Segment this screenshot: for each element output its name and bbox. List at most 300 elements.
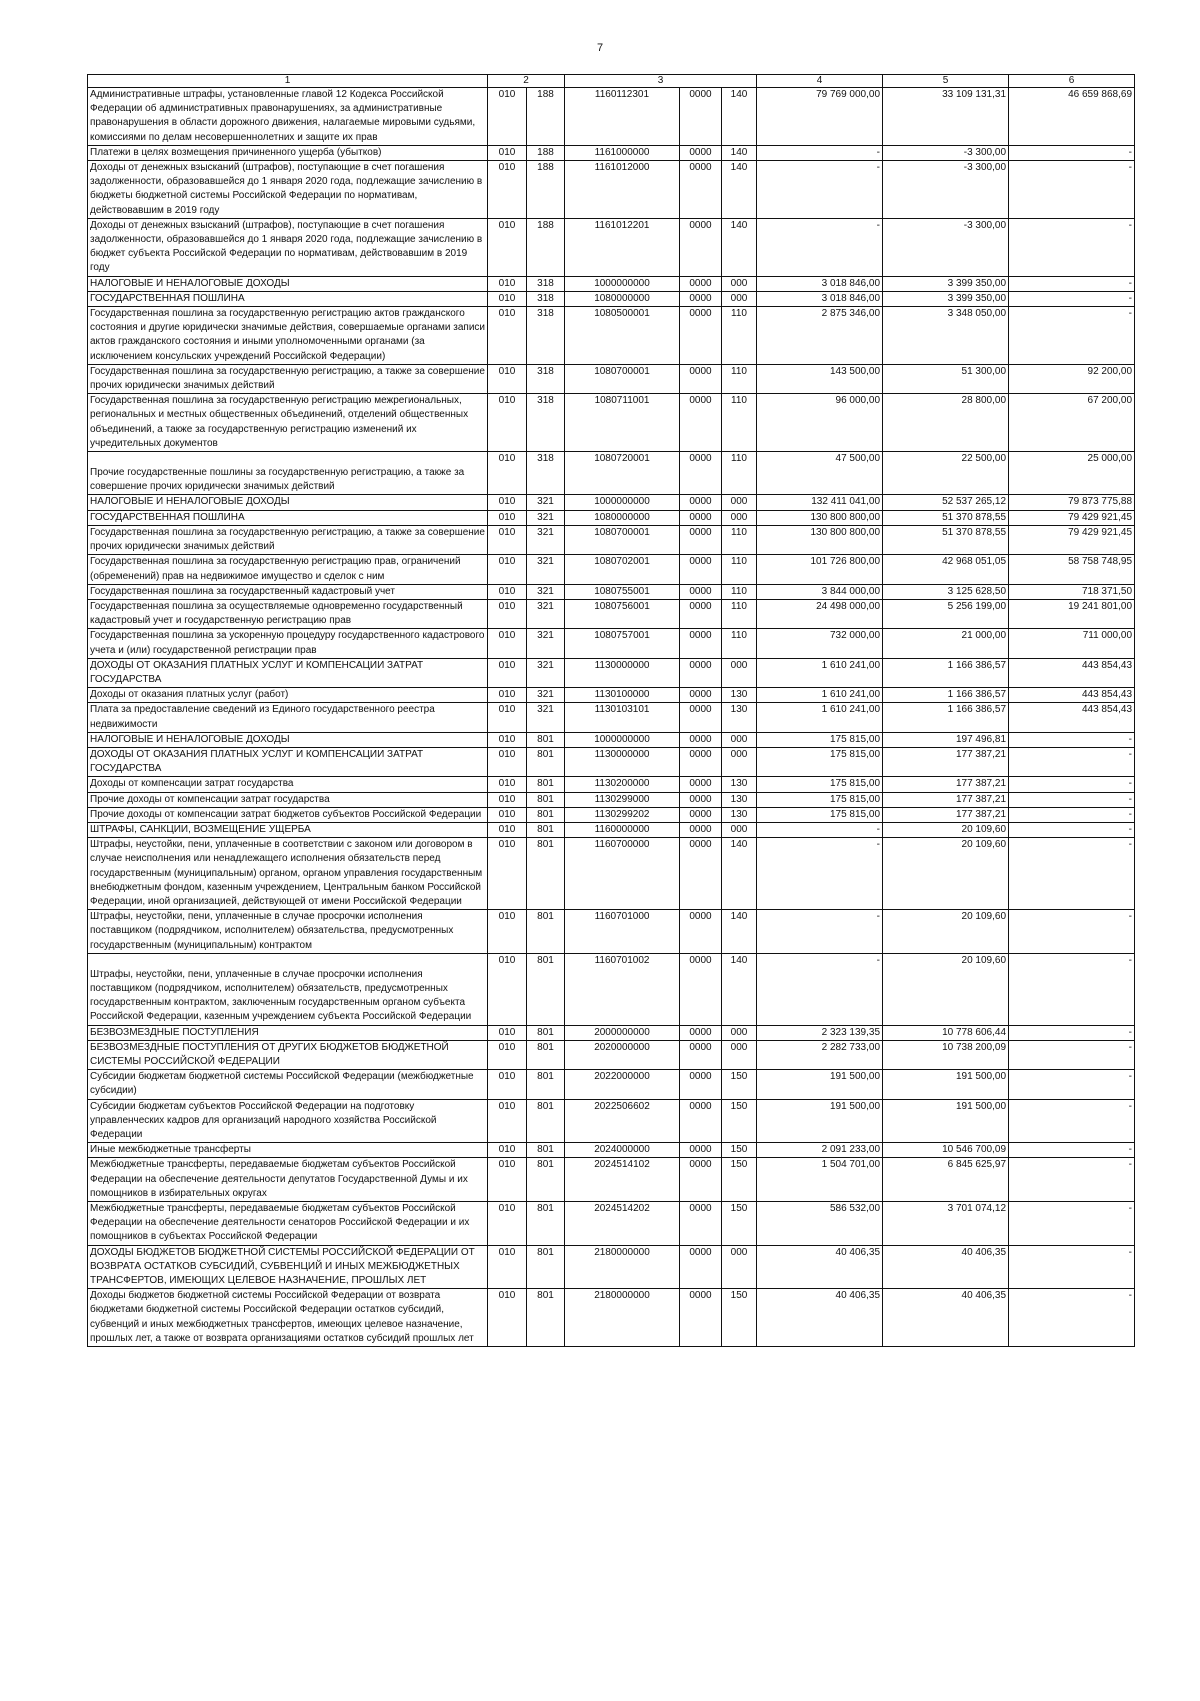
program-code-cell: 0000 <box>680 792 722 807</box>
program-code-cell: 0000 <box>680 703 722 732</box>
remaining-amount-cell: - <box>1009 1099 1135 1143</box>
remaining-amount-cell: - <box>1009 953 1135 1025</box>
executed-amount-cell: 191 500,00 <box>883 1099 1009 1143</box>
chapter-code-cell: 321 <box>527 555 565 584</box>
executed-amount-cell: 10 738 200,09 <box>883 1040 1009 1069</box>
admin-code-cell: 010 <box>488 658 527 687</box>
chapter-code-cell: 318 <box>527 394 565 452</box>
program-code-cell: 0000 <box>680 807 722 822</box>
chapter-code-cell: 321 <box>527 495 565 510</box>
admin-code-cell: 010 <box>488 599 527 628</box>
remaining-amount-cell: 67 200,00 <box>1009 394 1135 452</box>
revenue-code-cell: 1160700000 <box>565 838 680 910</box>
chapter-code-cell: 321 <box>527 510 565 525</box>
row-name-cell: Доходы от денежных взысканий (штрафов), поступающие в счет погашения задолженности, образовавшейся до 1 января 2020 года, подлежащие зачислению в бюджет субъекта Российской Федерации по нормативам, действовавшим в 2019 году <box>88 218 488 276</box>
admin-code-cell: 010 <box>488 1289 527 1347</box>
table-row <box>88 161 1135 219</box>
kosgu-code-cell: 000 <box>722 732 757 747</box>
kosgu-code-cell: 150 <box>722 1202 757 1246</box>
row-name-cell: Государственная пошлина за осуществляемые одновременно государственный кадастровый учет и государственную регистрацию прав <box>88 599 488 628</box>
planned-amount-cell: 3 018 846,00 <box>757 291 883 306</box>
column-header-row <box>88 75 1135 88</box>
program-code-cell: 0000 <box>680 747 722 776</box>
program-code-cell: 0000 <box>680 1025 722 1040</box>
table-row <box>88 1202 1135 1246</box>
executed-amount-cell: 5 256 199,00 <box>883 599 1009 628</box>
row-name-cell: Государственная пошлина за государственный кадастровый учет <box>88 584 488 599</box>
row-name-cell: ДОХОДЫ ОТ ОКАЗАНИЯ ПЛАТНЫХ УСЛУГ И КОМПЕНСАЦИИ ЗАТРАТ ГОСУДАРСТВА <box>88 658 488 687</box>
kosgu-code-cell: 130 <box>722 688 757 703</box>
row-name-cell: Административные штрафы, установленные главой 12 Кодекса Российской Федерации об административных правонарушениях, за административные правонарушения в области дорожного движения, налагаемые мировыми судьями, комиссиями по делам несовершеннолетних и защите их прав <box>88 88 488 146</box>
planned-amount-cell: 191 500,00 <box>757 1070 883 1099</box>
row-name-cell: Штрафы, неустойки, пени, уплаченные в соответствии с законом или договором в случае неисполнения или ненадлежащего исполнения обязательств перед государственным (муниципальным) органом, органом управления государственным внебюджетным фондом, казенным учреждением, Центральным банком Российской Федерации, иной организацией, действующей от имени Российской Федерации <box>88 838 488 910</box>
revenue-code-cell: 1161000000 <box>565 145 680 160</box>
program-code-cell: 0000 <box>680 910 722 954</box>
admin-code-cell: 010 <box>488 510 527 525</box>
kosgu-code-cell: 110 <box>722 394 757 452</box>
table-row <box>88 525 1135 554</box>
chapter-code-cell: 321 <box>527 658 565 687</box>
revenue-code-cell: 1080500001 <box>565 307 680 365</box>
remaining-amount-cell: - <box>1009 807 1135 822</box>
remaining-amount-cell: - <box>1009 161 1135 219</box>
program-code-cell: 0000 <box>680 452 722 495</box>
planned-amount-cell: 130 800 800,00 <box>757 510 883 525</box>
executed-amount-cell: 51 300,00 <box>883 364 1009 393</box>
revenue-table <box>87 74 1135 1347</box>
chapter-code-cell: 801 <box>527 822 565 837</box>
planned-amount-cell: 2 091 233,00 <box>757 1143 883 1158</box>
table-row <box>88 394 1135 452</box>
remaining-amount-cell: - <box>1009 276 1135 291</box>
chapter-code-cell: 318 <box>527 291 565 306</box>
planned-amount-cell: 130 800 800,00 <box>757 525 883 554</box>
kosgu-code-cell: 000 <box>722 495 757 510</box>
executed-amount-cell: 40 406,35 <box>883 1245 1009 1289</box>
kosgu-code-cell: 000 <box>722 510 757 525</box>
planned-amount-cell: 1 610 241,00 <box>757 658 883 687</box>
table-row <box>88 555 1135 584</box>
program-code-cell: 0000 <box>680 1245 722 1289</box>
executed-amount-cell: 20 109,60 <box>883 838 1009 910</box>
revenue-code-cell: 1130000000 <box>565 658 680 687</box>
kosgu-code-cell: 140 <box>722 161 757 219</box>
column-header-2: 2 <box>488 75 565 88</box>
revenue-code-cell: 1130103101 <box>565 703 680 732</box>
chapter-code-cell: 321 <box>527 584 565 599</box>
row-name-cell: Платежи в целях возмещения причиненного ущерба (убытков) <box>88 145 488 160</box>
admin-code-cell: 010 <box>488 1245 527 1289</box>
row-name-cell: Государственная пошлина за государственную регистрацию, а также за совершение прочих юридически значимых действий <box>88 364 488 393</box>
column-header-5: 5 <box>883 75 1009 88</box>
admin-code-cell: 010 <box>488 1143 527 1158</box>
remaining-amount-cell: - <box>1009 145 1135 160</box>
executed-amount-cell: 6 845 625,97 <box>883 1158 1009 1202</box>
table-row <box>88 1245 1135 1289</box>
executed-amount-cell: 177 387,21 <box>883 807 1009 822</box>
program-code-cell: 0000 <box>680 1099 722 1143</box>
table-row <box>88 703 1135 732</box>
table-row <box>88 364 1135 393</box>
kosgu-code-cell: 140 <box>722 910 757 954</box>
kosgu-code-cell: 140 <box>722 88 757 146</box>
program-code-cell: 0000 <box>680 1070 722 1099</box>
remaining-amount-cell: - <box>1009 291 1135 306</box>
program-code-cell: 0000 <box>680 1289 722 1347</box>
executed-amount-cell: 1 166 386,57 <box>883 688 1009 703</box>
row-name-cell: Доходы от оказания платных услуг (работ) <box>88 688 488 703</box>
kosgu-code-cell: 000 <box>722 1245 757 1289</box>
kosgu-code-cell: 110 <box>722 452 757 495</box>
revenue-code-cell: 1080700001 <box>565 364 680 393</box>
column-header-6: 6 <box>1009 75 1135 88</box>
executed-amount-cell: 177 387,21 <box>883 792 1009 807</box>
table-row <box>88 291 1135 306</box>
chapter-code-cell: 801 <box>527 1070 565 1099</box>
row-name-cell: Доходы бюджетов бюджетной системы Российской Федерации от возврата бюджетами бюджетной системы Российской Федерации остатков субсидий, субвенций и иных межбюджетных трансфертов, имеющих целевое назначение, прошлых лет, а также от возврата организациями остатков субсидий прошлых лет <box>88 1289 488 1347</box>
planned-amount-cell: 732 000,00 <box>757 629 883 658</box>
table-row <box>88 218 1135 276</box>
remaining-amount-cell: - <box>1009 792 1135 807</box>
page-number: 7 <box>596 42 604 54</box>
remaining-amount-cell: - <box>1009 1040 1135 1069</box>
chapter-code-cell: 318 <box>527 307 565 365</box>
executed-amount-cell: 21 000,00 <box>883 629 1009 658</box>
executed-amount-cell: 177 387,21 <box>883 747 1009 776</box>
remaining-amount-cell: - <box>1009 732 1135 747</box>
revenue-code-cell: 1080756001 <box>565 599 680 628</box>
program-code-cell: 0000 <box>680 658 722 687</box>
planned-amount-cell: 24 498 000,00 <box>757 599 883 628</box>
row-name-cell: Прочие доходы от компенсации затрат государства <box>88 792 488 807</box>
row-name-cell: Государственная пошлина за государственную регистрацию актов гражданского состояния и другие юридически значимые действия, совершаемые органами записи актов гражданского состояния и иными уполномоченными органами (за исключением консульских учреждений Российской Федерации) <box>88 307 488 365</box>
executed-amount-cell: 51 370 878,55 <box>883 510 1009 525</box>
remaining-amount-cell: 58 758 748,95 <box>1009 555 1135 584</box>
row-name-cell: БЕЗВОЗМЕЗДНЫЕ ПОСТУПЛЕНИЯ <box>88 1025 488 1040</box>
revenue-code-cell: 1000000000 <box>565 495 680 510</box>
row-name-cell: БЕЗВОЗМЕЗДНЫЕ ПОСТУПЛЕНИЯ ОТ ДРУГИХ БЮДЖЕТОВ БЮДЖЕТНОЙ СИСТЕМЫ РОССИЙСКОЙ ФЕДЕРАЦИИ <box>88 1040 488 1069</box>
planned-amount-cell: 2 875 346,00 <box>757 307 883 365</box>
executed-amount-cell: 33 109 131,31 <box>883 88 1009 146</box>
table-row <box>88 792 1135 807</box>
planned-amount-cell: 1 610 241,00 <box>757 688 883 703</box>
admin-code-cell: 010 <box>488 525 527 554</box>
chapter-code-cell: 318 <box>527 452 565 495</box>
admin-code-cell: 010 <box>488 777 527 792</box>
remaining-amount-cell: - <box>1009 218 1135 276</box>
planned-amount-cell: 79 769 000,00 <box>757 88 883 146</box>
revenue-code-cell: 1000000000 <box>565 276 680 291</box>
kosgu-code-cell: 000 <box>722 658 757 687</box>
revenue-code-cell: 1161012000 <box>565 161 680 219</box>
remaining-amount-cell: 443 854,43 <box>1009 688 1135 703</box>
remaining-amount-cell: - <box>1009 910 1135 954</box>
chapter-code-cell: 801 <box>527 1143 565 1158</box>
executed-amount-cell: 22 500,00 <box>883 452 1009 495</box>
chapter-code-cell: 318 <box>527 276 565 291</box>
row-name-cell: Доходы от денежных взысканий (штрафов), поступающие в счет погашения задолженности, образовавшейся до 1 января 2020 года, подлежащие зачислению в бюджеты бюджетной системы Российской Федерации по нормативам, действовавшим в 2019 году <box>88 161 488 219</box>
revenue-code-cell: 1130299000 <box>565 792 680 807</box>
chapter-code-cell: 321 <box>527 688 565 703</box>
admin-code-cell: 010 <box>488 394 527 452</box>
program-code-cell: 0000 <box>680 145 722 160</box>
chapter-code-cell: 801 <box>527 1099 565 1143</box>
table-row <box>88 807 1135 822</box>
remaining-amount-cell: 718 371,50 <box>1009 584 1135 599</box>
admin-code-cell: 010 <box>488 584 527 599</box>
admin-code-cell: 010 <box>488 838 527 910</box>
program-code-cell: 0000 <box>680 822 722 837</box>
chapter-code-cell: 188 <box>527 161 565 219</box>
planned-amount-cell: 191 500,00 <box>757 1099 883 1143</box>
executed-amount-cell: 1 166 386,57 <box>883 658 1009 687</box>
chapter-code-cell: 801 <box>527 732 565 747</box>
kosgu-code-cell: 140 <box>722 145 757 160</box>
row-name-cell: ГОСУДАРСТВЕННАЯ ПОШЛИНА <box>88 291 488 306</box>
row-name-cell: Межбюджетные трансферты, передаваемые бюджетам субъектов Российской Федерации на обеспечение деятельности депутатов Государственной Думы и их помощников в избирательных округах <box>88 1158 488 1202</box>
chapter-code-cell: 801 <box>527 838 565 910</box>
planned-amount-cell: 175 815,00 <box>757 777 883 792</box>
chapter-code-cell: 321 <box>527 629 565 658</box>
kosgu-code-cell: 000 <box>722 822 757 837</box>
table-row <box>88 732 1135 747</box>
executed-amount-cell: 10 778 606,44 <box>883 1025 1009 1040</box>
kosgu-code-cell: 140 <box>722 953 757 1025</box>
table-row <box>88 910 1135 954</box>
program-code-cell: 0000 <box>680 1143 722 1158</box>
kosgu-code-cell: 150 <box>722 1158 757 1202</box>
table-row <box>88 1289 1135 1347</box>
table-row <box>88 510 1135 525</box>
executed-amount-cell: 177 387,21 <box>883 777 1009 792</box>
row-name-cell: НАЛОГОВЫЕ И НЕНАЛОГОВЫЕ ДОХОДЫ <box>88 276 488 291</box>
chapter-code-cell: 801 <box>527 777 565 792</box>
planned-amount-cell: 2 282 733,00 <box>757 1040 883 1069</box>
kosgu-code-cell: 000 <box>722 747 757 776</box>
table-row <box>88 584 1135 599</box>
remaining-amount-cell: - <box>1009 1245 1135 1289</box>
chapter-code-cell: 801 <box>527 1289 565 1347</box>
kosgu-code-cell: 150 <box>722 1099 757 1143</box>
admin-code-cell: 010 <box>488 1158 527 1202</box>
table-body <box>88 88 1135 1347</box>
planned-amount-cell: 175 815,00 <box>757 792 883 807</box>
program-code-cell: 0000 <box>680 276 722 291</box>
remaining-amount-cell: - <box>1009 1289 1135 1347</box>
chapter-code-cell: 188 <box>527 88 565 146</box>
row-name-cell: НАЛОГОВЫЕ И НЕНАЛОГОВЫЕ ДОХОДЫ <box>88 495 488 510</box>
planned-amount-cell: 3 018 846,00 <box>757 276 883 291</box>
table-row <box>88 629 1135 658</box>
kosgu-code-cell: 110 <box>722 307 757 365</box>
kosgu-code-cell: 000 <box>722 291 757 306</box>
table-row <box>88 452 1135 495</box>
table-row <box>88 1143 1135 1158</box>
remaining-amount-cell: - <box>1009 1158 1135 1202</box>
executed-amount-cell: 52 537 265,12 <box>883 495 1009 510</box>
table-row <box>88 1025 1135 1040</box>
planned-amount-cell: 1 504 701,00 <box>757 1158 883 1202</box>
remaining-amount-cell: 711 000,00 <box>1009 629 1135 658</box>
column-header-4: 4 <box>757 75 883 88</box>
chapter-code-cell: 801 <box>527 910 565 954</box>
row-name-cell: Субсидии бюджетам бюджетной системы Российской Федерации (межбюджетные субсидии) <box>88 1070 488 1099</box>
column-header-3: 3 <box>565 75 757 88</box>
executed-amount-cell: 3 399 350,00 <box>883 291 1009 306</box>
admin-code-cell: 010 <box>488 629 527 658</box>
executed-amount-cell: 40 406,35 <box>883 1289 1009 1347</box>
kosgu-code-cell: 130 <box>722 792 757 807</box>
table-row <box>88 777 1135 792</box>
program-code-cell: 0000 <box>680 584 722 599</box>
admin-code-cell: 010 <box>488 161 527 219</box>
kosgu-code-cell: 000 <box>722 1040 757 1069</box>
kosgu-code-cell: 110 <box>722 525 757 554</box>
executed-amount-cell: 20 109,60 <box>883 822 1009 837</box>
kosgu-code-cell: 140 <box>722 838 757 910</box>
table-row <box>88 688 1135 703</box>
admin-code-cell: 010 <box>488 1025 527 1040</box>
planned-amount-cell: 96 000,00 <box>757 394 883 452</box>
admin-code-cell: 010 <box>488 688 527 703</box>
chapter-code-cell: 321 <box>527 703 565 732</box>
planned-amount-cell: 2 323 139,35 <box>757 1025 883 1040</box>
table-row <box>88 307 1135 365</box>
admin-code-cell: 010 <box>488 291 527 306</box>
remaining-amount-cell: 46 659 868,69 <box>1009 88 1135 146</box>
program-code-cell: 0000 <box>680 218 722 276</box>
planned-amount-cell: 40 406,35 <box>757 1245 883 1289</box>
admin-code-cell: 010 <box>488 703 527 732</box>
program-code-cell: 0000 <box>680 555 722 584</box>
table-row <box>88 953 1135 1025</box>
admin-code-cell: 010 <box>488 1202 527 1246</box>
revenue-code-cell: 2000000000 <box>565 1025 680 1040</box>
kosgu-code-cell: 000 <box>722 1025 757 1040</box>
remaining-amount-cell: 92 200,00 <box>1009 364 1135 393</box>
kosgu-code-cell: 150 <box>722 1070 757 1099</box>
executed-amount-cell: 42 968 051,05 <box>883 555 1009 584</box>
table-row <box>88 145 1135 160</box>
row-name-cell: Государственная пошлина за государственную регистрацию межрегиональных, региональных и местных общественных объединений, отделений общественных объединений, а также за государственную регистрацию изменений их учредительных документов <box>88 394 488 452</box>
table-row <box>88 599 1135 628</box>
row-name-cell: Штрафы, неустойки, пени, уплаченные в случае просрочки исполнения поставщиком (подрядчиком, исполнителем) обязательств, предусмотренных государственным контрактом, заключенным государственным органом субъекта Российской Федерации, казенным учреждением субъекта Российской Федерации <box>88 953 488 1025</box>
revenue-code-cell: 1160701000 <box>565 910 680 954</box>
row-name-cell: Доходы от компенсации затрат государства <box>88 777 488 792</box>
program-code-cell: 0000 <box>680 525 722 554</box>
program-code-cell: 0000 <box>680 1202 722 1246</box>
table-row <box>88 88 1135 146</box>
planned-amount-cell: 175 815,00 <box>757 747 883 776</box>
planned-amount-cell: 40 406,35 <box>757 1289 883 1347</box>
planned-amount-cell: - <box>757 218 883 276</box>
revenue-code-cell: 1080702001 <box>565 555 680 584</box>
revenue-code-cell: 1130000000 <box>565 747 680 776</box>
row-name-cell: Плата за предоставление сведений из Единого государственного реестра недвижимости <box>88 703 488 732</box>
kosgu-code-cell: 140 <box>722 218 757 276</box>
kosgu-code-cell: 130 <box>722 703 757 732</box>
row-name-cell: Иные межбюджетные трансферты <box>88 1143 488 1158</box>
program-code-cell: 0000 <box>680 510 722 525</box>
kosgu-code-cell: 130 <box>722 807 757 822</box>
kosgu-code-cell: 110 <box>722 584 757 599</box>
chapter-code-cell: 801 <box>527 792 565 807</box>
row-name-cell: НАЛОГОВЫЕ И НЕНАЛОГОВЫЕ ДОХОДЫ <box>88 732 488 747</box>
table-row <box>88 495 1135 510</box>
chapter-code-cell: 188 <box>527 218 565 276</box>
executed-amount-cell: 3 348 050,00 <box>883 307 1009 365</box>
row-name-cell: Государственная пошлина за государственную регистрацию, а также за совершение прочих юридически значимых действий <box>88 525 488 554</box>
executed-amount-cell: 20 109,60 <box>883 910 1009 954</box>
revenue-code-cell: 1000000000 <box>565 732 680 747</box>
admin-code-cell: 010 <box>488 1099 527 1143</box>
remaining-amount-cell: - <box>1009 307 1135 365</box>
planned-amount-cell: - <box>757 838 883 910</box>
planned-amount-cell: - <box>757 953 883 1025</box>
row-name-cell: Штрафы, неустойки, пени, уплаченные в случае просрочки исполнения поставщиком (подрядчиком, исполнителем) обязательства, предусмотренных государственным (муниципальным) контрактом <box>88 910 488 954</box>
kosgu-code-cell: 150 <box>722 1289 757 1347</box>
remaining-amount-cell: 25 000,00 <box>1009 452 1135 495</box>
revenue-code-cell: 2022506602 <box>565 1099 680 1143</box>
chapter-code-cell: 801 <box>527 953 565 1025</box>
revenue-code-cell: 1161012201 <box>565 218 680 276</box>
remaining-amount-cell: - <box>1009 1070 1135 1099</box>
program-code-cell: 0000 <box>680 394 722 452</box>
program-code-cell: 0000 <box>680 629 722 658</box>
row-name-cell: ДОХОДЫ ОТ ОКАЗАНИЯ ПЛАТНЫХ УСЛУГ И КОМПЕНСАЦИИ ЗАТРАТ ГОСУДАРСТВА <box>88 747 488 776</box>
chapter-code-cell: 188 <box>527 145 565 160</box>
revenue-code-cell: 2022000000 <box>565 1070 680 1099</box>
revenue-code-cell: 1080757001 <box>565 629 680 658</box>
row-name-cell: ШТРАФЫ, САНКЦИИ, ВОЗМЕЩЕНИЕ УЩЕРБА <box>88 822 488 837</box>
program-code-cell: 0000 <box>680 599 722 628</box>
table-row <box>88 1040 1135 1069</box>
table-row <box>88 658 1135 687</box>
admin-code-cell: 010 <box>488 364 527 393</box>
executed-amount-cell: 3 399 350,00 <box>883 276 1009 291</box>
admin-code-cell: 010 <box>488 732 527 747</box>
executed-amount-cell: 3 701 074,12 <box>883 1202 1009 1246</box>
program-code-cell: 0000 <box>680 732 722 747</box>
program-code-cell: 0000 <box>680 88 722 146</box>
executed-amount-cell: 3 125 628,50 <box>883 584 1009 599</box>
remaining-amount-cell: 79 429 921,45 <box>1009 510 1135 525</box>
revenue-code-cell: 1130100000 <box>565 688 680 703</box>
planned-amount-cell: 132 411 041,00 <box>757 495 883 510</box>
kosgu-code-cell: 110 <box>722 599 757 628</box>
executed-amount-cell: 28 800,00 <box>883 394 1009 452</box>
revenue-code-cell: 1160112301 <box>565 88 680 146</box>
remaining-amount-cell: - <box>1009 1202 1135 1246</box>
planned-amount-cell: 1 610 241,00 <box>757 703 883 732</box>
revenue-code-cell: 2024514102 <box>565 1158 680 1202</box>
chapter-code-cell: 801 <box>527 807 565 822</box>
remaining-amount-cell: 79 429 921,45 <box>1009 525 1135 554</box>
planned-amount-cell: 3 844 000,00 <box>757 584 883 599</box>
planned-amount-cell: 143 500,00 <box>757 364 883 393</box>
revenue-code-cell: 2180000000 <box>565 1289 680 1347</box>
remaining-amount-cell: - <box>1009 1025 1135 1040</box>
chapter-code-cell: 801 <box>527 747 565 776</box>
program-code-cell: 0000 <box>680 1040 722 1069</box>
row-name-cell: Государственная пошлина за государственную регистрацию прав, ограничений (обременений) прав на недвижимое имущество и сделок с ним <box>88 555 488 584</box>
chapter-code-cell: 801 <box>527 1025 565 1040</box>
admin-code-cell: 010 <box>488 953 527 1025</box>
chapter-code-cell: 801 <box>527 1202 565 1246</box>
table-row <box>88 1070 1135 1099</box>
table-row <box>88 747 1135 776</box>
remaining-amount-cell: - <box>1009 747 1135 776</box>
